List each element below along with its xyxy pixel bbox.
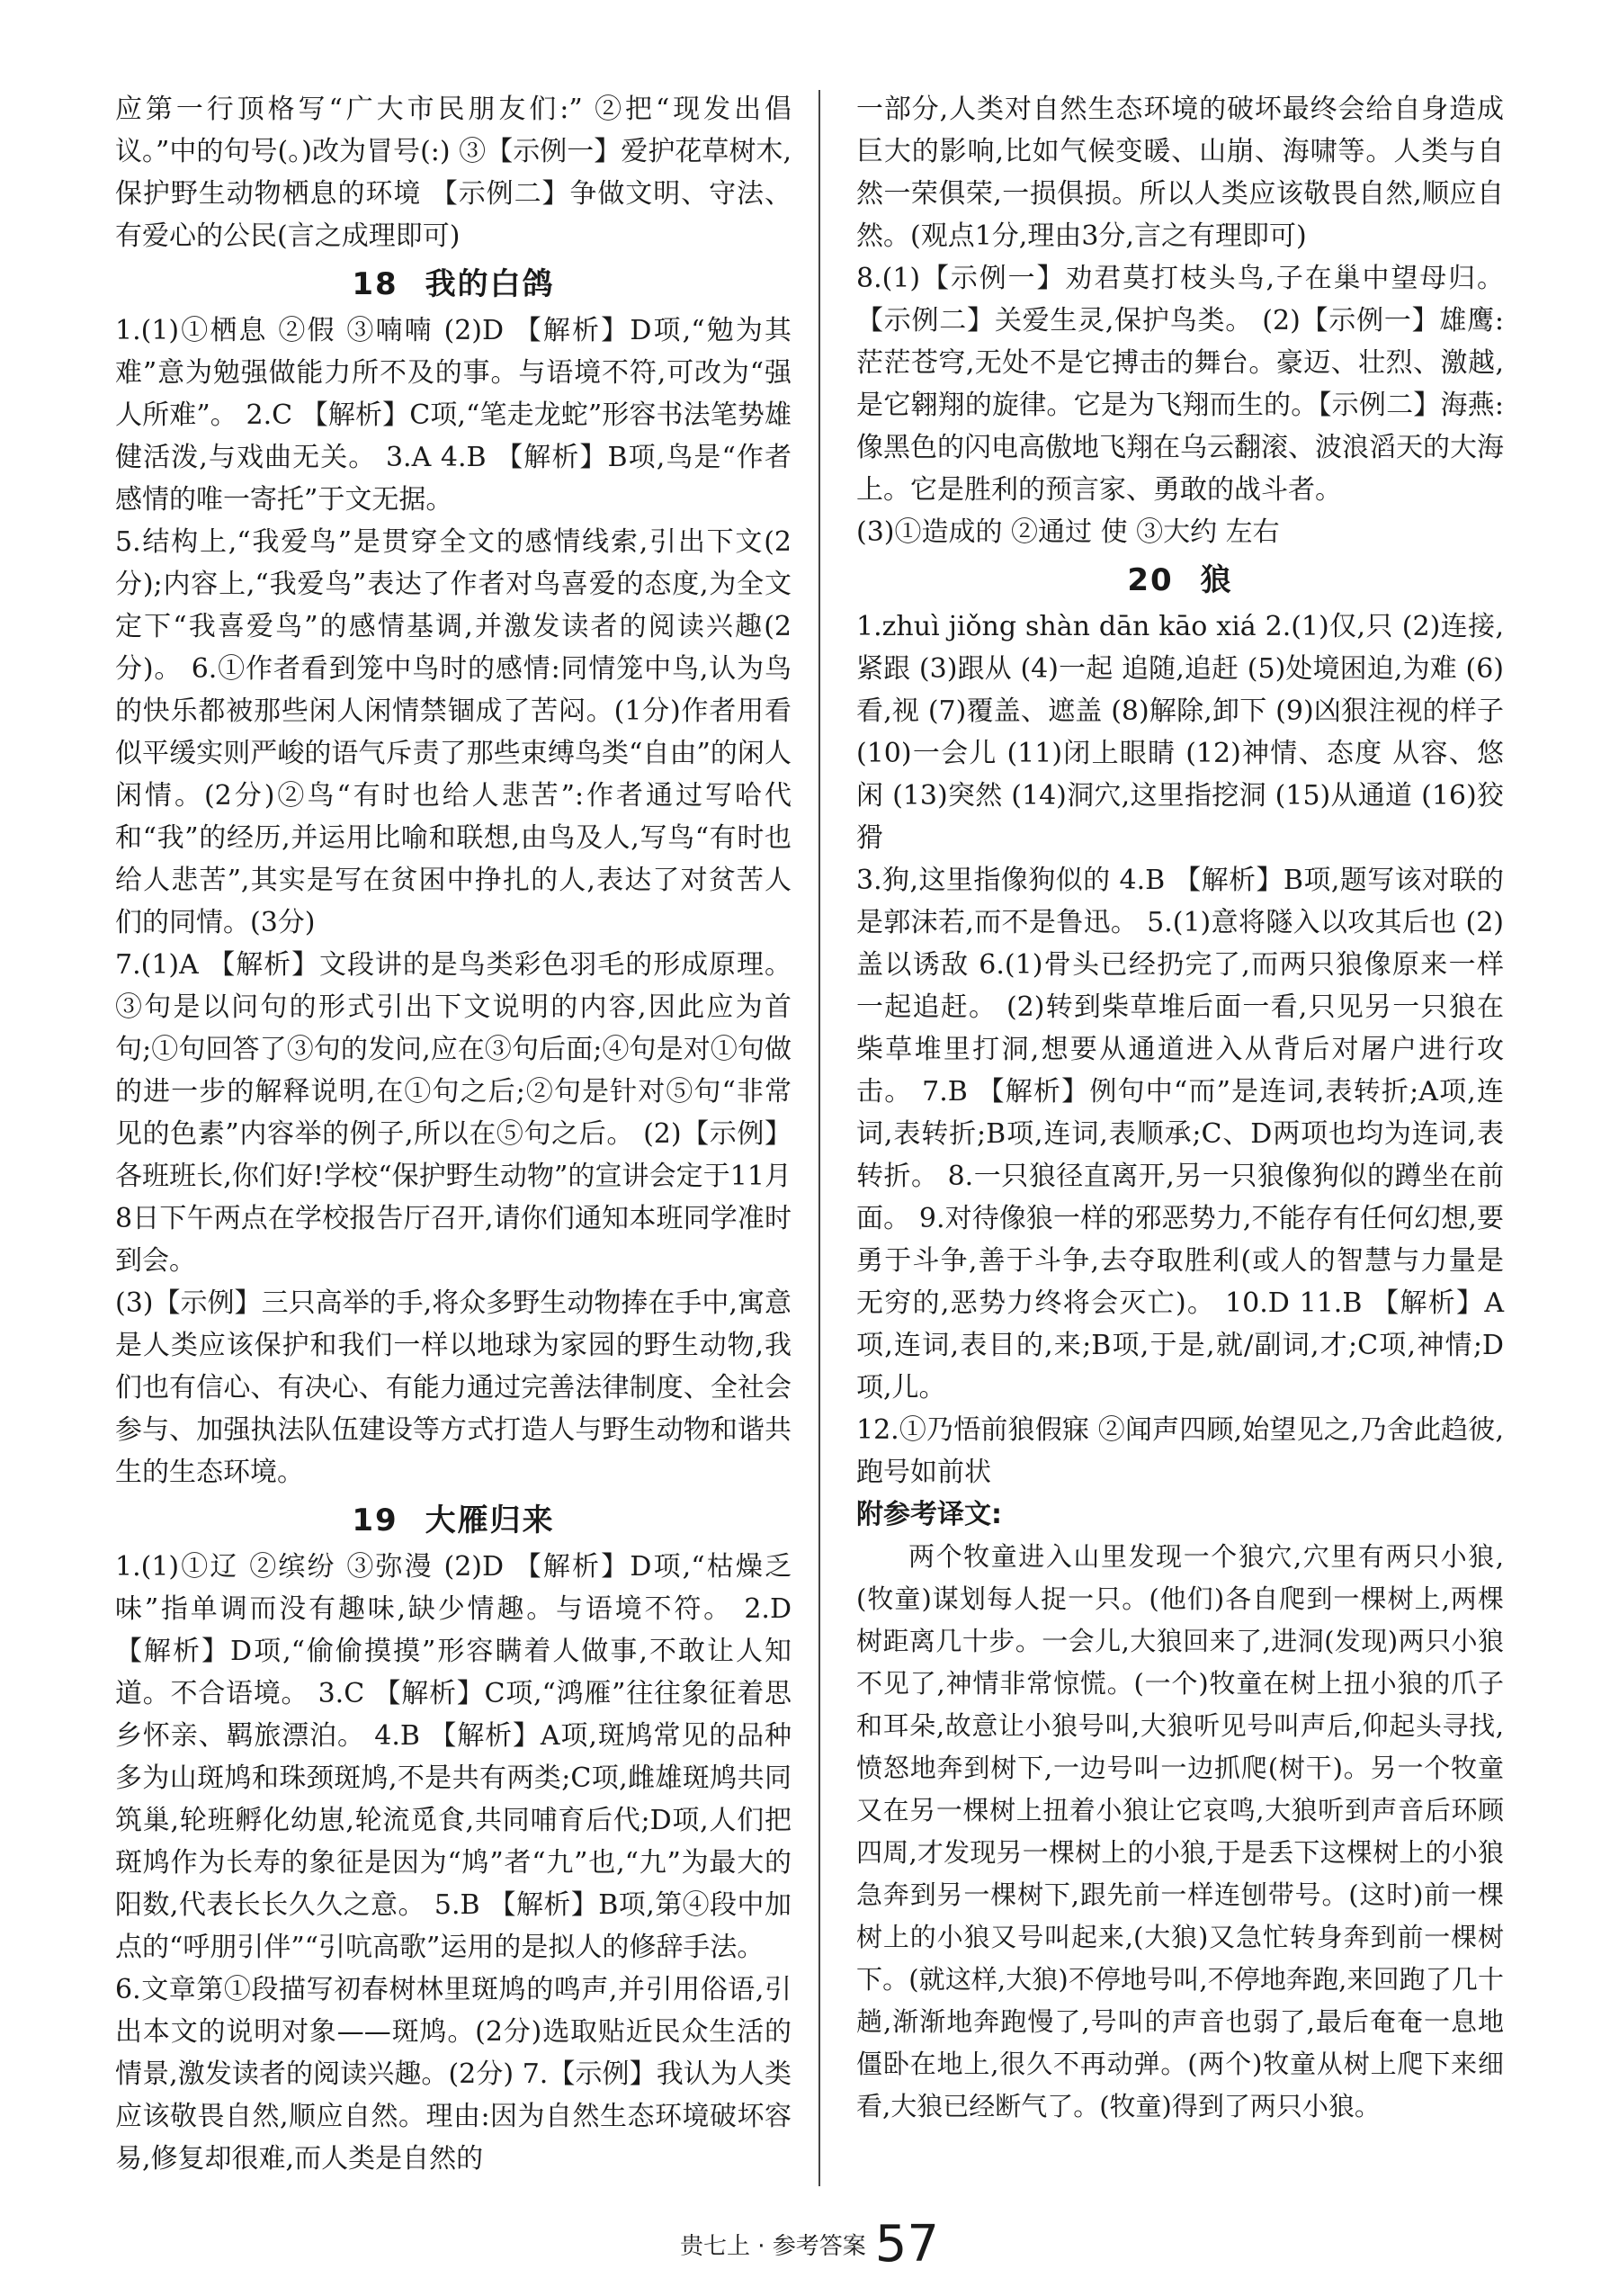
answer-paragraph: (3)【示例】三只高举的手,将众多野生动物捧在手中,寓意是人类应该保护和我们一样以地球为家园的野生动物,我们也有信心、有决心、有能力通过完善法律制度、全社会参与、加强执法队伍建设等方式打造人与野生动物和谐共生的生态环境。 <box>115 1287 792 1488</box>
answer-paragraph: 7.(1)A 【解析】文段讲的是鸟类彩色羽毛的形成原理。③句是以问句的形式引出下文说明的内容,因此应为首句;①句回答了③句的发问,应在③句后面;④句是对①句做的进一步的解释说明,在①句之后;②句是针对⑤句“非常见的色素”内容举的例子,所以在⑤句之后。 (2)【示例】各班班长,你们好!学校“保护野生动物”的宣讲会定于11月8日下午两点在学校报告厅召开,请你们通知本班同学准时到会。 <box>115 949 792 1277</box>
section-number: 20 <box>1127 562 1174 598</box>
answer-paragraph: 1.zhuì jiǒng shàn dān kāo xiá 2.(1)仅,只 (2)连接,紧跟 (3)跟从 (4)一起 追随,追赶 (5)处境困迫,为难 (6)看,视 (7)覆盖、遮盖 (8)解除,卸下 (9)凶狠注视的样子 (10)一会儿 (11)闭上眼睛 (12)神情、态度 从容、悠闲 (13)突然 (14)洞穴,这里指挖洞 (15)从通道 (16)狡猾 <box>856 611 1504 854</box>
continued-answer-intro: 一部分,人类对自然生态环境的破坏最终会给自身造成巨大的影响,比如气候变暖、山崩、海啸等。人类与自然一荣俱荣,一损俱损。所以人类应该敬畏自然,顺应自然。(观点1分,理由3分,言之有理即可) <box>856 94 1504 252</box>
right-column <box>856 88 1504 2128</box>
section-19-heading <box>115 1497 792 1544</box>
translation-heading: 附参考译文: <box>856 1499 1002 1530</box>
section-number: 18 <box>352 266 398 302</box>
answer-paragraph: 3.狗,这里指像狗似的 4.B 【解析】B项,题写该对联的是郭沫若,而不是鲁迅。 5.(1)意将隧入以攻其后也 (2)盖以诱敌 6.(1)骨头已经扔完了,而两只狼像原来一样一起追赶。 (2)转到柴草堆后面一看,只见另一只狼在柴草堆里打洞,想要从通道进入从背后对屠户进行攻击。 7.B 【解析】例句中“而”是连词,表转折;A项,连词,表转折;B项,连词,表顺承;C、D两项也均为连词,表转折。 8.一只狼径直离开,另一只狼像狗似的蹲坐在前面。 9.对待像狼一样的邪恶势力,不能存有任何幻想,要勇于斗争,善于斗争,去夺取胜利(或人的智慧与力量是无穷的,恶势力终将会灭亡)。 10.D 11.B 【解析】A项,连词,表目的,来;B项,于是,就/副词,才;C项,神情;D项,儿。 <box>856 865 1504 1404</box>
left-column <box>115 88 792 2180</box>
answer-paragraph: 12.①乃悟前狼假寐 ②闻声四顾,始望见之,乃舍此趋彼,跑号如前状 <box>856 1414 1504 1488</box>
page-footer <box>0 2215 1619 2274</box>
section-title-text: 狼 <box>1200 562 1233 598</box>
section-20-heading <box>856 557 1504 604</box>
page-number: 57 <box>874 2215 940 2274</box>
section-number: 19 <box>352 1502 398 1538</box>
answer-paragraph: 1.(1)①辽 ②缤纷 ③弥漫 (2)D 【解析】D项,“枯燥乏味”指单调而没有趣味,缺少情趣。与语境不符。 2.D 【解析】D项,“偷偷摸摸”形容瞒着人做事,不敢让人知道。不合语境。 3.C 【解析】C项,“鸿雁”往往象征着思乡怀亲、羁旅漂泊。 4.B 【解析】A项,斑鸠常见的品种多为山斑鸠和珠颈斑鸠,不是共有两类;C项,雌雄斑鸠共同筑巢,轮班孵化幼崽,轮流觅食,共同哺育后代;D项,人们把斑鸠作为长寿的象征是因为“鸠”者“九”也,“九”为最大的阳数,代表长长久久之意。 5.B 【解析】B项,第④段中加点的“呼朋引伴”“引吭高歌”运用的是拟人的修辞手法。 <box>115 1551 792 1963</box>
answer-paragraph: 5.结构上,“我爱鸟”是贯穿全文的感情线索,引出下文(2分);内容上,“我爱鸟”表达了作者对鸟喜爱的态度,为全文定下“我喜爱鸟”的感情基调,并激发读者的阅读兴趣(2分)。 6.①作者看到笼中鸟时的感情:同情笼中鸟,认为鸟的快乐都被那些闲人闲情禁锢成了苦闷。(1分)作者用看似平缓实则严峻的语气斥责了那些束缚鸟类“自由”的闲人闲情。(2分)②鸟“有时也给人悲苦”:作者通过写哈代和“我”的经历,并运用比喻和联想,由鸟及人,写鸟“有时也给人悲苦”,其实是写在贫困中挣扎的人,表达了对贫苦人们的同情。(3分) <box>115 526 792 938</box>
column-divider <box>818 90 820 2186</box>
answer-paragraph: 6.文章第①段描写初春树林里斑鸠的鸣声,并引用俗语,引出本文的说明对象——斑鸠。(2分)选取贴近民众生活的情景,激发读者的阅读兴趣。(2分) 7.【示例】我认为人类应该敬畏自然,顺应自然。理由:因为自然生态环境破坏容易,修复却很难,而人类是自然的 <box>115 1974 792 2175</box>
answer-paragraph: 1.(1)①栖息 ②假 ③喃喃 (2)D 【解析】D项,“勉为其难”意为勉强做能力所不及的事。与语境不符,可改为“强人所难”。 2.C 【解析】C项,“笔走龙蛇”形容书法笔势雄健活泼,与戏曲无关。 3.A 4.B 【解析】B项,鸟是“作者感情的唯一寄托”于文无据。 <box>115 315 792 516</box>
section-18-heading <box>115 261 792 308</box>
answer-paragraph: 8.(1)【示例一】劝君莫打枝头鸟,子在巢中望母归。【示例二】关爱生灵,保护鸟类。 (2)【示例一】雄鹰:茫茫苍穹,无处不是它搏击的舞台。豪迈、壮烈、激越,是它翱翔的旋律。它是为飞翔而生的。【示例二】海燕:像黑色的闪电高傲地飞翔在乌云翻滚、波浪滔天的大海上。它是胜利的预言家、勇敢的战斗者。 <box>856 263 1504 506</box>
translation-text: 两个牧童进入山里发现一个狼穴,穴里有两只小狼,(牧童)谋划每人捉一只。(他们)各自爬到一棵树上,两棵树距离几十步。一会儿,大狼回来了,进洞(发现)两只小狼不见了,神情非常惊慌。(一个)牧童在树上扭小狼的爪子和耳朵,故意让小狼号叫,大狼听见号叫声后,仰起头寻找,愤怒地奔到树下,一边号叫一边抓爬(树干)。另一个牧童又在另一棵树上扭着小狼让它哀鸣,大狼听到声音后环顾四周,才发现另一棵树上的小狼,于是丢下这棵树上的小狼急奔到另一棵树下,跟先前一样连刨带号。(这时)前一棵树上的小狼又号叫起来,(大狼)又急忙转身奔到前一棵树下。(就这样,大狼)不停地号叫,不停地奔跑,来回跑了几十趟,渐渐地奔跑慢了,号叫的声音也弱了,最后奄奄一息地僵卧在地上,很久不再动弹。(两个)牧童从树上爬下来细看,大狼已经断气了。(牧童)得到了两只小狼。 <box>856 1541 1504 2121</box>
footer-label: 贵七上 · 参考答案 <box>679 2233 866 2260</box>
continued-answer-intro: 应第一行顶格写“广大市民朋友们:” ②把“现发出倡议。”中的句号(。)改为冒号(:) ③【示例一】爱护花草树木,保护野生动物栖息的环境 【示例二】争做文明、守法、有爱心的公民(言之成理即可) <box>115 94 792 252</box>
answer-paragraph: (3)①造成的 ②通过 使 ③大约 左右 <box>856 516 1280 548</box>
section-title-text: 大雁归来 <box>425 1502 555 1538</box>
section-title-text: 我的白鸽 <box>425 266 555 302</box>
